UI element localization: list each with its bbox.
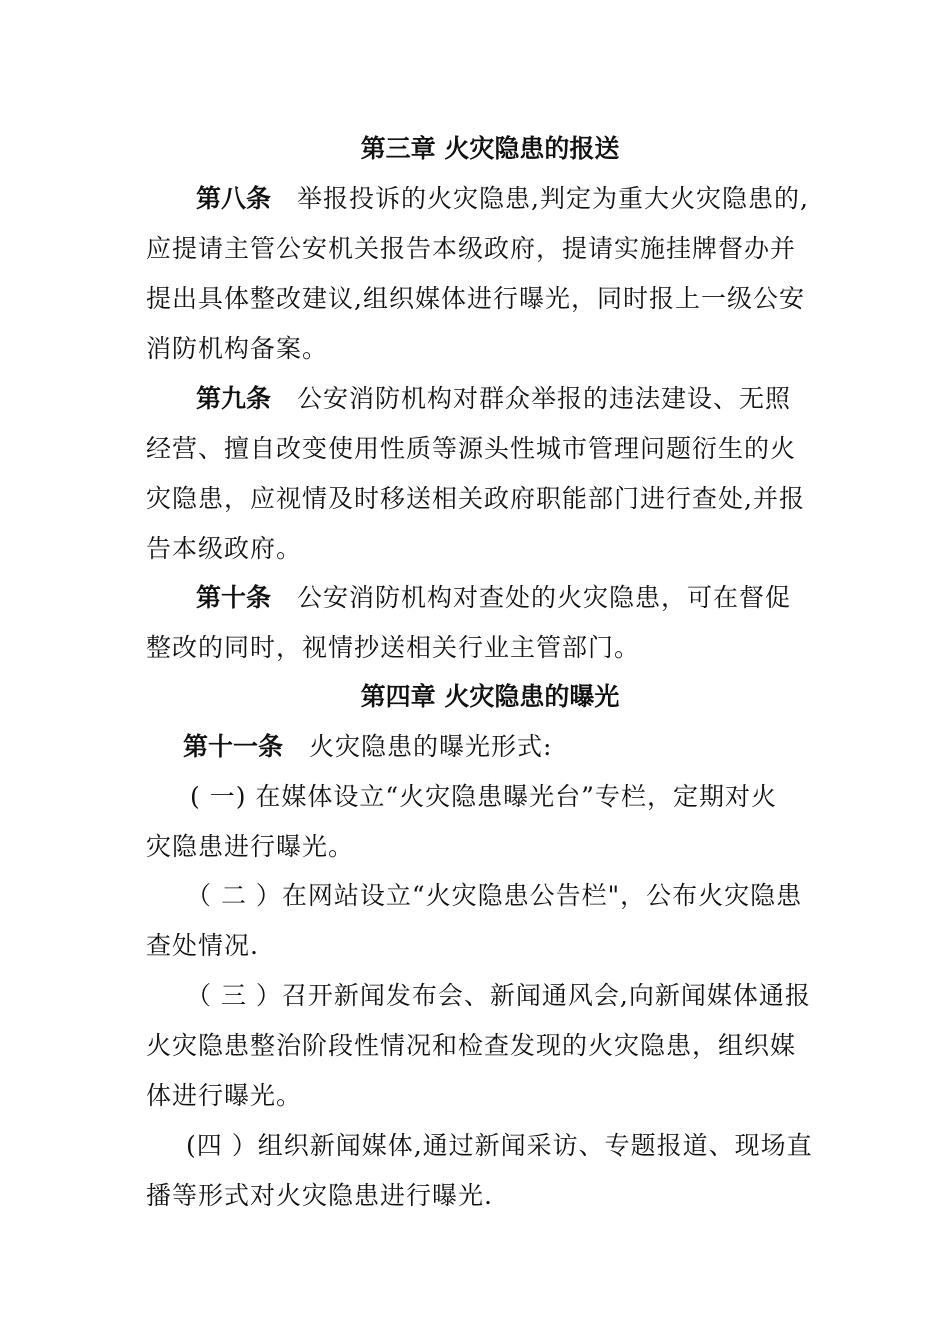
article-8-first-line	[196, 184, 809, 214]
article-9-first-line	[196, 384, 791, 414]
article-9-text: 公安消防机构对群众举报的违法建设、无照	[297, 384, 792, 413]
article-9-line: 灾隐患，应视情及时移送相关政府职能部门进行查处,并报	[146, 484, 805, 513]
item-1-line: ( 一) 在媒体设立“火灾隐患曝光台”专栏，定期对火	[190, 782, 777, 811]
article-8-line: 提出具体整改建议,组织媒体进行曝光，同时报上一级公安	[146, 284, 805, 313]
article-8-label: 第八条	[196, 184, 272, 213]
article-10-text: 公安消防机构对查处的火灾隐患，可在督促	[297, 583, 792, 612]
article-9-label: 第九条	[196, 384, 272, 413]
chapter-4-heading: 第四章 火灾隐患的曝光	[360, 682, 620, 711]
article-8-text: 举报投诉的火灾隐患,判定为重大火灾隐患的,	[297, 184, 809, 213]
item-3-line: （ 三 ）召开新闻发布会、新闻通风会,向新闻媒体通报	[186, 981, 811, 1010]
article-11-first-line	[183, 732, 552, 762]
item-2-line: （ 二 ）在网站设立“火灾隐患公告栏"，公布火灾隐患	[186, 881, 803, 910]
article-9-line: 告本级政府。	[146, 534, 303, 563]
article-11-label: 第十一条	[183, 732, 284, 761]
item-4-line: (四 ）组织新闻媒体,通过新闻采访、专题报道、现场直	[186, 1131, 813, 1160]
item-4-line: 播等形式对火灾隐患进行曝光.	[146, 1181, 493, 1210]
article-10-line: 整改的同时，视情抄送相关行业主管部门。	[146, 633, 641, 662]
article-10-label: 第十条	[196, 583, 272, 612]
item-3-line: 体进行曝光。	[146, 1081, 303, 1110]
article-9-line: 经营、擅自改变使用性质等源头性城市管理问题衍生的火	[146, 434, 797, 463]
chapter-3-heading: 第三章 火灾隐患的报送	[360, 134, 620, 163]
item-1-line: 灾隐患进行曝光。	[146, 832, 355, 861]
article-8-line: 应提请主管公安机关报告本级政府，提请实施挂牌督办并	[146, 234, 797, 263]
item-3-line: 火灾隐患整治阶段性情况和检查发现的火灾隐患，组织媒	[146, 1031, 797, 1060]
article-8-line: 消防机构备案。	[146, 334, 329, 363]
item-2-line: 查处情况.	[146, 931, 259, 960]
article-10-first-line	[196, 583, 791, 613]
article-11-text: 火灾隐患的曝光形式:	[309, 732, 553, 761]
